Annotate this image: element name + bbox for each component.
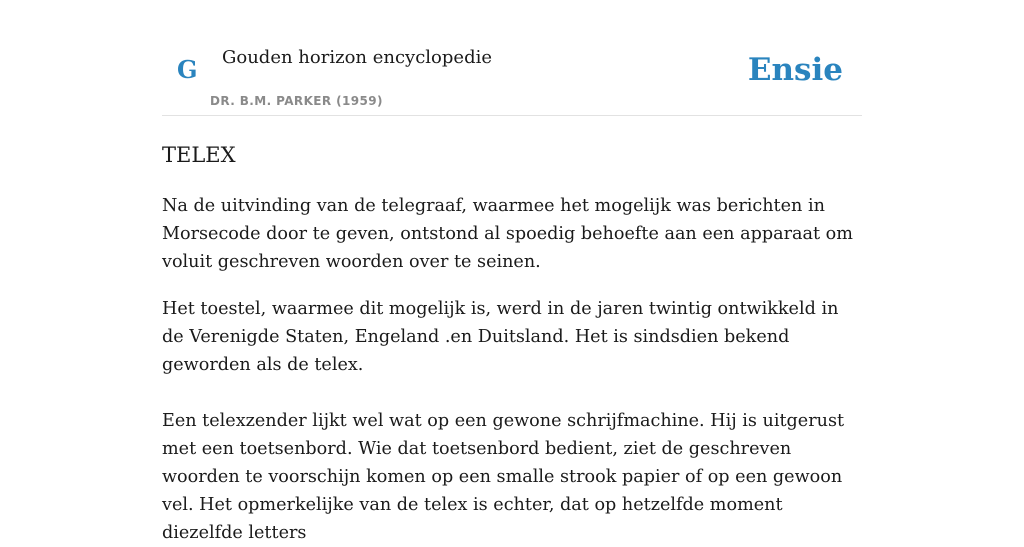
- entry-title: TELEX: [162, 143, 236, 167]
- article-page: [162, 0, 862, 543]
- ensie-logo-link[interactable]: Ensie: [747, 52, 843, 88]
- source-author: DR. B.M. PARKER (1959): [210, 94, 383, 108]
- source-title-link[interactable]: Gouden horizon encyclopedie: [222, 47, 492, 68]
- entry-paragraph: Het toestel, waarmee dit mogelijk is, werd in de jaren twintig ontwikkeld in de Verenigde Staten, Engeland .en Duitsland. Het is sindsdien bekend geworden als de telex.: [162, 299, 839, 375]
- entry-paragraph: Een telexzender lijkt wel wat op een gewone schrijfmachine. Hij is uitgerust met een toetsenbord. Wie dat toetsenbord bedient, ziet de geschreven woorden te voorschijn komen op een smalle strook papier of op een gewoon vel. Het opmerkelijke van de telex is echter, dat op hetzelfde moment diezelfde letters: [162, 411, 845, 543]
- source-logo[interactable]: G: [177, 55, 198, 84]
- entry-paragraph: Na de uitvinding van de telegraaf, waarmee het mogelijk was berichten in Morsecode door te geven, ontstond al spoedig behoefte aan een apparaat om voluit geschreven woorden over te seinen.: [162, 196, 853, 272]
- source-header: [162, 0, 862, 116]
